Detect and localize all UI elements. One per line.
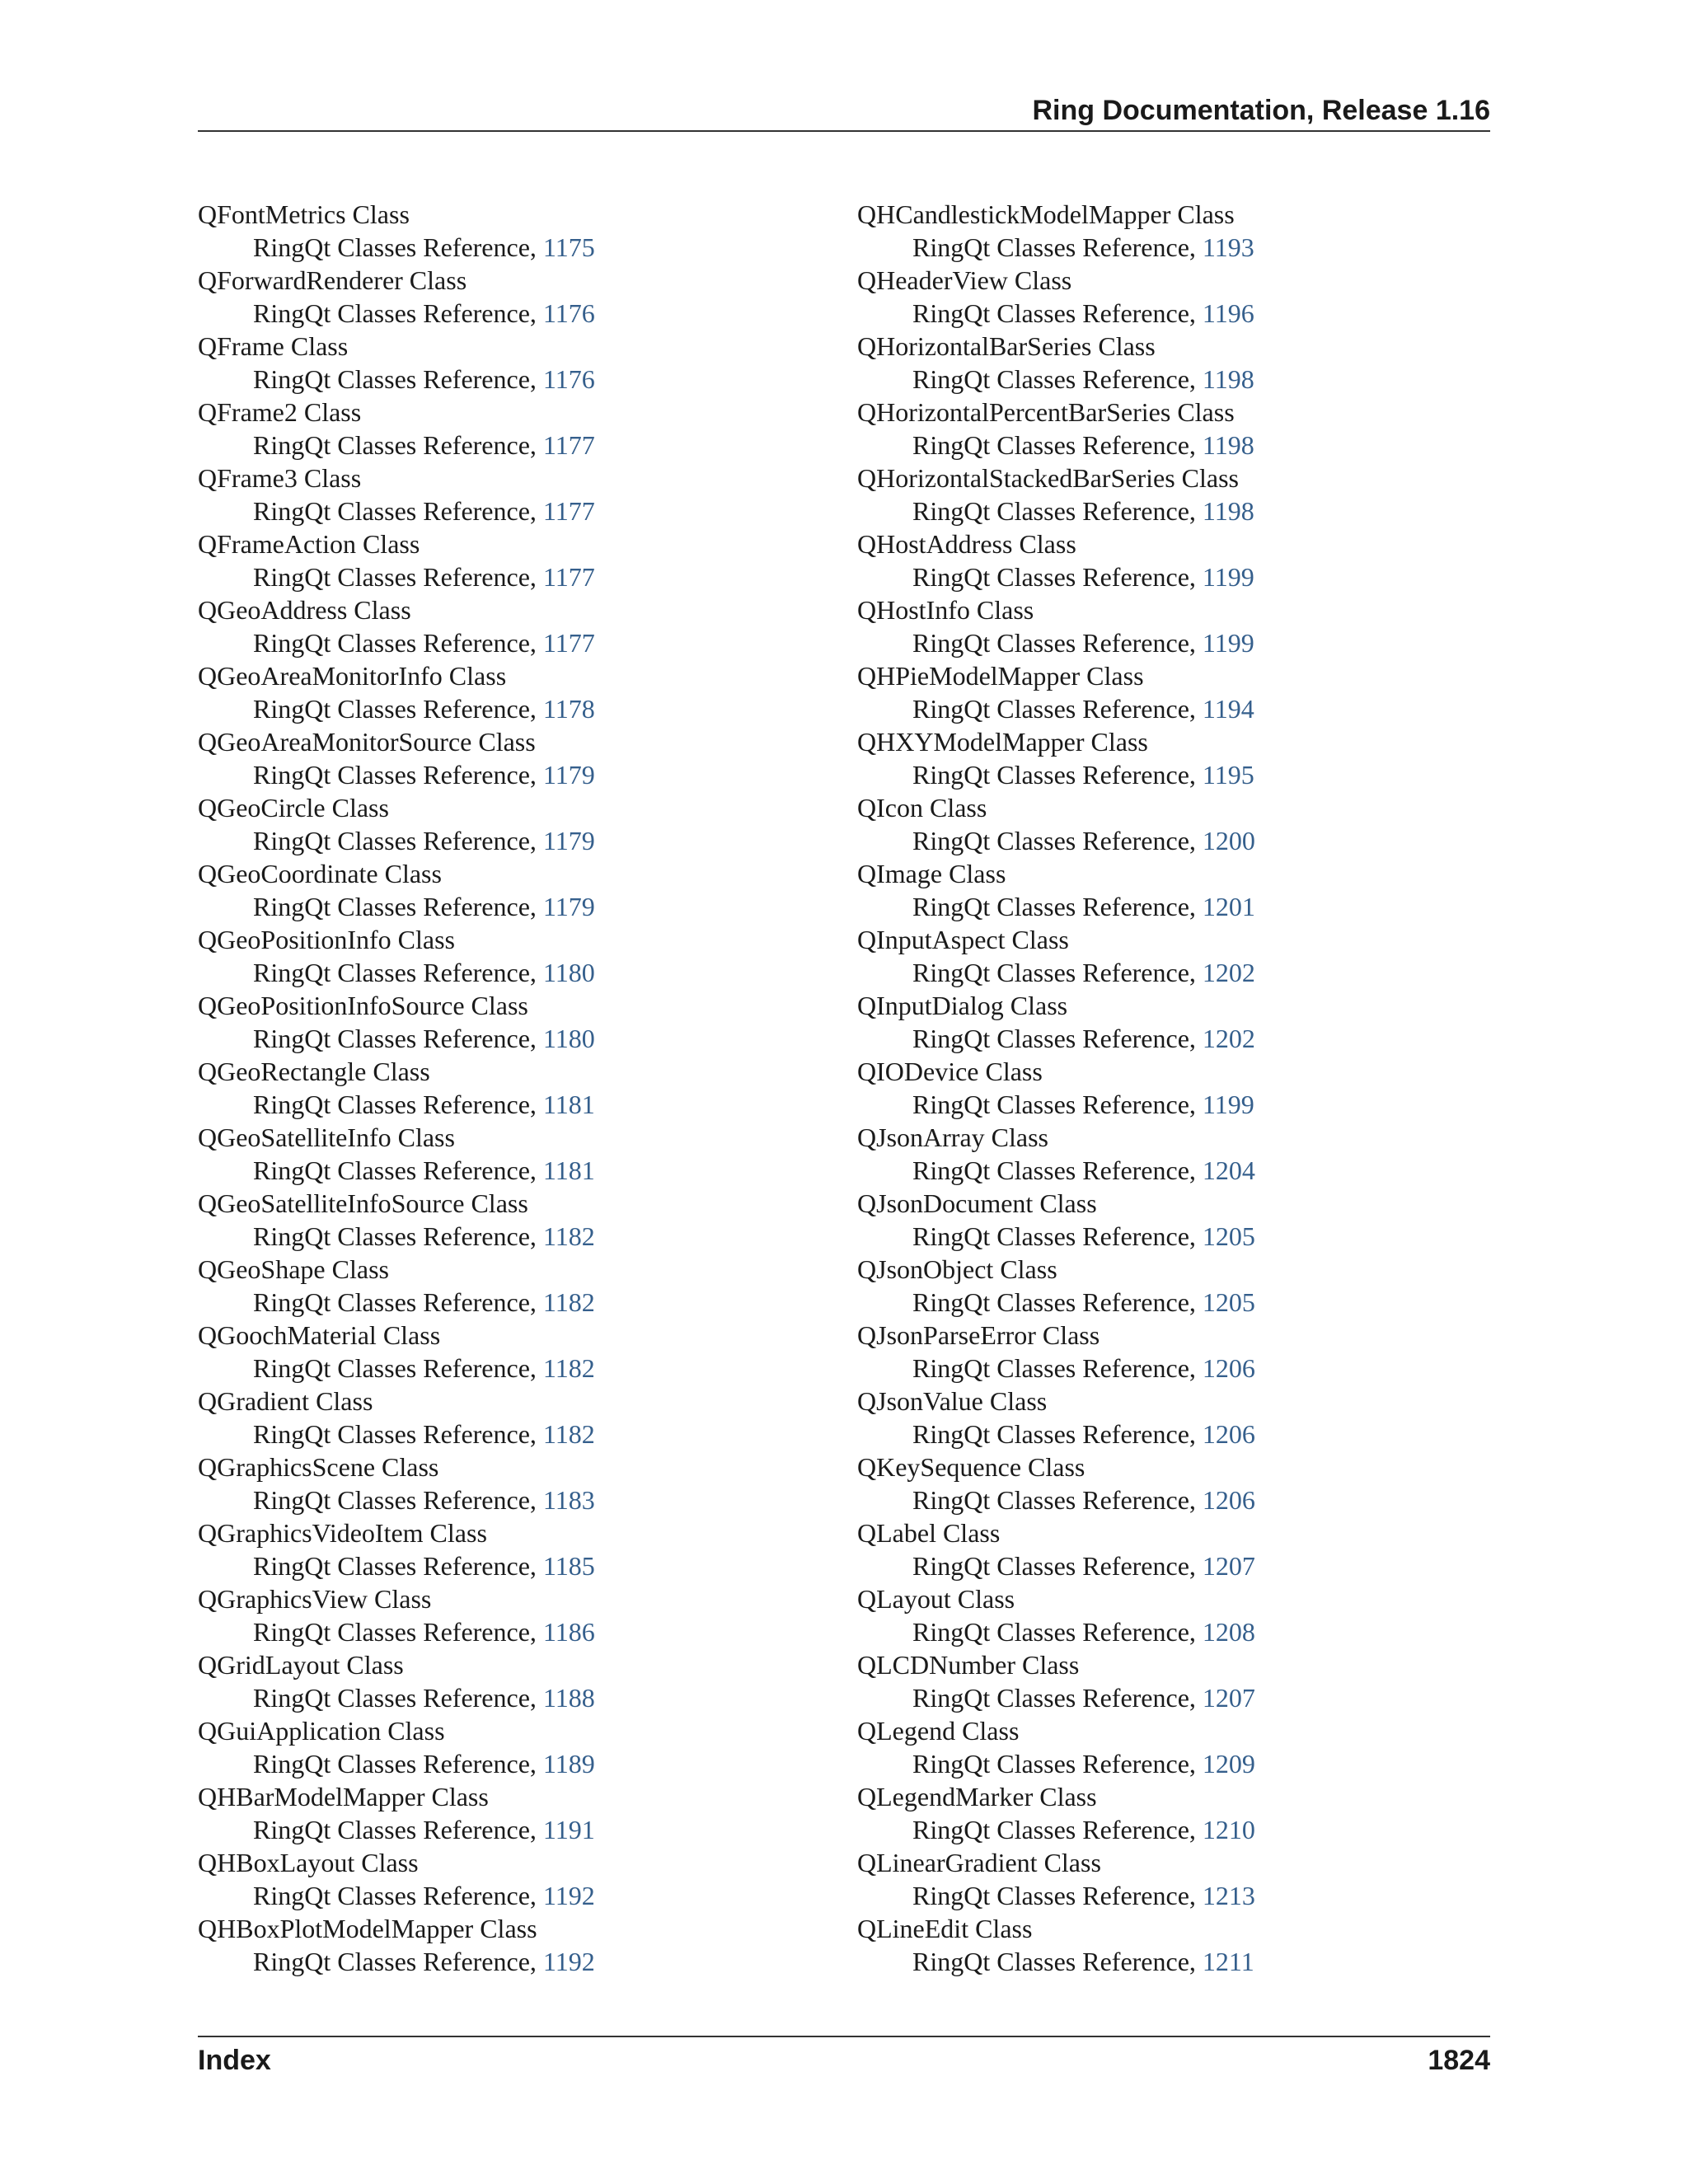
reference-text: RingQt Classes Reference, <box>912 562 1203 592</box>
index-entry-name: QFrame2 Class <box>198 397 362 427</box>
index-entry-name: QHBoxLayout Class <box>198 1848 419 1877</box>
index-entry-name: QGeoRectangle Class <box>198 1057 430 1086</box>
reference-text: RingQt Classes Reference, <box>253 1024 543 1053</box>
index-entry-name: QLinearGradient Class <box>857 1848 1101 1877</box>
index-entry <box>857 989 1484 1055</box>
page-link[interactable]: 1208 <box>1202 1617 1255 1647</box>
page-link[interactable]: 1180 <box>542 958 595 987</box>
reference-text: RingQt Classes Reference, <box>253 1881 543 1910</box>
page-link[interactable]: 1198 <box>1202 496 1254 526</box>
header-rule <box>198 130 1490 132</box>
page-link[interactable]: 1209 <box>1202 1749 1255 1779</box>
footer-page-number: 1824 <box>1428 2045 1490 2076</box>
index-entry-name: QLabel Class <box>857 1518 1001 1548</box>
index-entry <box>198 1582 824 1648</box>
index-entry <box>857 527 1484 593</box>
index-entry-reference <box>198 1615 824 1648</box>
index-entry-name: QKeySequence Class <box>857 1452 1085 1482</box>
page-link[interactable]: 1182 <box>542 1353 595 1383</box>
index-entry-reference <box>857 1681 1484 1714</box>
index-entry-name: QHostAddress Class <box>857 529 1076 559</box>
index-entry-name: QHCandlestickModelMapper Class <box>857 199 1235 229</box>
index-entry-name: QLegendMarker Class <box>857 1782 1097 1811</box>
index-entry-name: QJsonObject Class <box>857 1254 1057 1284</box>
index-entry-reference <box>198 824 824 857</box>
index-entry-name: QHXYModelMapper Class <box>857 727 1148 757</box>
index-entry-reference <box>198 1681 824 1714</box>
index-entry <box>857 1451 1484 1516</box>
index-entry-reference <box>857 1022 1484 1055</box>
reference-text: RingQt Classes Reference, <box>253 562 543 592</box>
index-entry <box>198 1516 824 1582</box>
index-entry <box>198 462 824 527</box>
index-entry <box>198 264 824 330</box>
index-entry-name: QHorizontalStackedBarSeries Class <box>857 463 1239 493</box>
index-entry-name: QInputAspect Class <box>857 925 1069 954</box>
index-entry-name: QGraphicsView Class <box>198 1584 432 1614</box>
index-entry-name: QImage Class <box>857 859 1006 888</box>
reference-text: RingQt Classes Reference, <box>912 826 1203 855</box>
page-link[interactable]: 1199 <box>1202 1090 1254 1119</box>
index-entry-name: QGeoSatelliteInfo Class <box>198 1122 455 1152</box>
page-link[interactable]: 1199 <box>1202 562 1254 592</box>
index-entry-reference <box>198 560 824 593</box>
index-entry-name: QGoochMaterial Class <box>198 1320 441 1350</box>
index-entry-name: QGeoShape Class <box>198 1254 389 1284</box>
index-entry-reference <box>198 1879 824 1912</box>
index-entry-reference <box>198 1022 824 1055</box>
index-entry <box>857 264 1484 330</box>
index-entry-name: QGeoCircle Class <box>198 793 389 823</box>
reference-text: RingQt Classes Reference, <box>912 496 1203 526</box>
page-link[interactable]: 1192 <box>542 1947 595 1976</box>
index-entry <box>857 659 1484 725</box>
index-entry-name: QLCDNumber Class <box>857 1650 1080 1680</box>
footer-section-label: Index <box>198 2045 271 2076</box>
page-link[interactable]: 1177 <box>542 496 595 526</box>
running-header-title: Ring Documentation, Release 1.16 <box>1032 95 1490 126</box>
index-entry-reference <box>198 1813 824 1846</box>
index-entry <box>857 725 1484 791</box>
page-link[interactable]: 1179 <box>542 760 595 790</box>
page-link[interactable]: 1206 <box>1202 1419 1255 1449</box>
index-entry-reference <box>857 692 1484 725</box>
index-entry <box>857 396 1484 462</box>
reference-text: RingQt Classes Reference, <box>912 1815 1203 1844</box>
index-entry-name: QHeaderView Class <box>857 265 1072 295</box>
reference-text: RingQt Classes Reference, <box>253 826 543 855</box>
reference-text: RingQt Classes Reference, <box>912 958 1203 987</box>
page-link[interactable]: 1177 <box>542 628 595 658</box>
reference-text: RingQt Classes Reference, <box>253 628 543 658</box>
page-link[interactable]: 1182 <box>542 1419 595 1449</box>
page-link[interactable]: 1211 <box>1202 1947 1254 1976</box>
index-entry-reference <box>198 1220 824 1253</box>
page-link[interactable]: 1204 <box>1202 1155 1255 1185</box>
reference-text: RingQt Classes Reference, <box>912 892 1203 921</box>
index-entry-reference <box>198 890 824 923</box>
index-entry-name: QHostInfo Class <box>857 595 1034 625</box>
index-column-left <box>198 198 824 1978</box>
index-entry-name: QFrameAction Class <box>198 529 420 559</box>
index-entry <box>198 527 824 593</box>
index-entry <box>857 462 1484 527</box>
reference-text: RingQt Classes Reference, <box>253 1485 543 1515</box>
index-entry-reference <box>857 824 1484 857</box>
index-entry-name: QIcon Class <box>857 793 987 823</box>
index-entry-reference <box>198 1154 824 1187</box>
index-entry-name: QGeoPositionInfoSource Class <box>198 991 528 1020</box>
index-entry <box>198 1912 824 1978</box>
index-entry <box>857 1187 1484 1253</box>
index-entry-reference <box>857 1088 1484 1121</box>
page-link[interactable]: 1181 <box>542 1090 595 1119</box>
page-link[interactable]: 1193 <box>1202 232 1254 262</box>
page-link[interactable]: 1202 <box>1202 958 1255 987</box>
page-link[interactable]: 1192 <box>542 1881 595 1910</box>
page-link[interactable]: 1207 <box>1202 1551 1255 1581</box>
index-entry-name: QLegend Class <box>857 1716 1020 1746</box>
index-entry-reference <box>857 758 1484 791</box>
index-entry <box>198 1253 824 1319</box>
index-entry <box>198 1319 824 1385</box>
index-entry-name: QJsonValue Class <box>857 1386 1048 1416</box>
index-entry-reference <box>198 1549 824 1582</box>
index-entry <box>857 1055 1484 1121</box>
index-entry-reference <box>857 1747 1484 1780</box>
index-entry-reference <box>857 1945 1484 1978</box>
page-link[interactable]: 1207 <box>1202 1683 1255 1713</box>
page-link[interactable]: 1180 <box>542 1024 595 1053</box>
page-link[interactable]: 1195 <box>1202 760 1254 790</box>
index-column-right <box>857 198 1484 1978</box>
index-entry-reference <box>198 1483 824 1516</box>
index-entry-reference <box>198 1286 824 1319</box>
reference-text: RingQt Classes Reference, <box>912 1881 1203 1910</box>
reference-text: RingQt Classes Reference, <box>912 430 1203 460</box>
page-link[interactable]: 1206 <box>1202 1353 1255 1383</box>
index-entry <box>198 1385 824 1451</box>
index-entry <box>198 923 824 989</box>
page-link[interactable]: 1175 <box>542 232 595 262</box>
index-entry-name: QGeoAreaMonitorInfo Class <box>198 661 507 691</box>
index-entry-reference <box>857 956 1484 989</box>
index-entry-name: QGeoAddress Class <box>198 595 411 625</box>
index-entry <box>198 989 824 1055</box>
index-entry-reference <box>857 429 1484 462</box>
reference-text: RingQt Classes Reference, <box>912 1419 1203 1449</box>
index-entry <box>857 1121 1484 1187</box>
reference-text: RingQt Classes Reference, <box>912 1353 1203 1383</box>
index-entry <box>857 1319 1484 1385</box>
page-link[interactable]: 1176 <box>542 298 595 328</box>
index-entry-reference <box>198 429 824 462</box>
index-entry <box>198 857 824 923</box>
reference-text: RingQt Classes Reference, <box>253 1749 543 1779</box>
index-entry-reference <box>857 560 1484 593</box>
reference-text: RingQt Classes Reference, <box>912 1617 1203 1647</box>
reference-text: RingQt Classes Reference, <box>253 1221 543 1251</box>
index-entry-reference <box>857 363 1484 396</box>
reference-text: RingQt Classes Reference, <box>253 1947 543 1976</box>
index-entry-name: QJsonDocument Class <box>857 1188 1097 1218</box>
index-entry <box>198 1055 824 1121</box>
page-link[interactable]: 1179 <box>542 892 595 921</box>
index-entry-name: QFrame Class <box>198 331 349 361</box>
reference-text: RingQt Classes Reference, <box>253 430 543 460</box>
index-entry-reference <box>857 1418 1484 1451</box>
reference-text: RingQt Classes Reference, <box>253 298 543 328</box>
page-link[interactable]: 1182 <box>542 1287 595 1317</box>
index-entry-reference <box>198 1088 824 1121</box>
reference-text: RingQt Classes Reference, <box>253 1617 543 1647</box>
page-link[interactable]: 1179 <box>542 826 595 855</box>
reference-text: RingQt Classes Reference, <box>253 364 543 394</box>
page-link[interactable]: 1205 <box>1202 1287 1255 1317</box>
index-entry <box>857 1912 1484 1978</box>
index-entry-name: QHBarModelMapper Class <box>198 1782 489 1811</box>
reference-text: RingQt Classes Reference, <box>912 298 1203 328</box>
index-entry-name: QHorizontalBarSeries Class <box>857 331 1156 361</box>
index-entry-reference <box>857 1352 1484 1385</box>
page-link[interactable]: 1206 <box>1202 1485 1255 1515</box>
reference-text: RingQt Classes Reference, <box>253 1683 543 1713</box>
index-entry-reference <box>198 692 824 725</box>
reference-text: RingQt Classes Reference, <box>253 1353 543 1383</box>
index-entry <box>198 1714 824 1780</box>
reference-text: RingQt Classes Reference, <box>253 760 543 790</box>
reference-text: RingQt Classes Reference, <box>253 232 543 262</box>
reference-text: RingQt Classes Reference, <box>912 1749 1203 1779</box>
page-link[interactable]: 1200 <box>1202 826 1255 855</box>
index-entry <box>198 396 824 462</box>
reference-text: RingQt Classes Reference, <box>912 1155 1203 1185</box>
page-link[interactable]: 1189 <box>542 1749 595 1779</box>
index-entry-reference <box>857 626 1484 659</box>
index-entry-name: QHorizontalPercentBarSeries Class <box>857 397 1235 427</box>
index-entry-reference <box>857 1813 1484 1846</box>
index-entry-reference <box>857 1615 1484 1648</box>
index-entry-reference <box>857 231 1484 264</box>
index-entry-reference <box>198 1418 824 1451</box>
page-link[interactable]: 1186 <box>542 1617 595 1647</box>
reference-text: RingQt Classes Reference, <box>253 1815 543 1844</box>
page-link[interactable]: 1194 <box>1202 694 1254 724</box>
reference-text: RingQt Classes Reference, <box>912 1090 1203 1119</box>
index-entry-name: QHPieModelMapper Class <box>857 661 1144 691</box>
index-entry <box>198 1780 824 1846</box>
index-entry-name: QForwardRenderer Class <box>198 265 467 295</box>
index-entry-name: QLineEdit Class <box>857 1914 1033 1943</box>
index-entry <box>857 1582 1484 1648</box>
index-entry <box>857 593 1484 659</box>
index-entry-name: QGeoAreaMonitorSource Class <box>198 727 536 757</box>
index-entry <box>857 791 1484 857</box>
index-entry-name: QGridLayout Class <box>198 1650 404 1680</box>
index-entry <box>198 330 824 396</box>
page-link[interactable]: 1202 <box>1202 1024 1255 1053</box>
page-link[interactable]: 1183 <box>542 1485 595 1515</box>
index-entry-reference <box>198 626 824 659</box>
reference-text: RingQt Classes Reference, <box>912 1485 1203 1515</box>
reference-text: RingQt Classes Reference, <box>912 694 1203 724</box>
index-entry-reference <box>857 1286 1484 1319</box>
index-entry-reference <box>857 494 1484 527</box>
index-entry-reference <box>857 1549 1484 1582</box>
index-entry-reference <box>857 297 1484 330</box>
page-link[interactable]: 1198 <box>1202 430 1254 460</box>
reference-text: RingQt Classes Reference, <box>253 1287 543 1317</box>
index-entry <box>198 791 824 857</box>
index-entry <box>857 1385 1484 1451</box>
index-entry <box>857 198 1484 264</box>
index-entry-name: QGraphicsScene Class <box>198 1452 439 1482</box>
index-entry <box>198 725 824 791</box>
page-link[interactable]: 1178 <box>542 694 595 724</box>
index-entry-reference <box>198 494 824 527</box>
index-entry-reference <box>198 1352 824 1385</box>
reference-text: RingQt Classes Reference, <box>912 628 1203 658</box>
reference-text: RingQt Classes Reference, <box>253 1419 543 1449</box>
page-link[interactable]: 1210 <box>1202 1815 1255 1844</box>
reference-text: RingQt Classes Reference, <box>253 958 543 987</box>
index-entry-name: QGradient Class <box>198 1386 373 1416</box>
index-entry <box>198 659 824 725</box>
page-link[interactable]: 1198 <box>1202 364 1254 394</box>
index-entry <box>198 1451 824 1516</box>
page-link[interactable]: 1191 <box>542 1815 595 1844</box>
index-entry-reference <box>857 1154 1484 1187</box>
index-entry-reference <box>198 231 824 264</box>
reference-text: RingQt Classes Reference, <box>912 232 1203 262</box>
reference-text: RingQt Classes Reference, <box>253 496 543 526</box>
reference-text: RingQt Classes Reference, <box>253 694 543 724</box>
index-entry <box>198 198 824 264</box>
reference-text: RingQt Classes Reference, <box>912 1221 1203 1251</box>
index-entry-reference <box>857 1483 1484 1516</box>
reference-text: RingQt Classes Reference, <box>912 1683 1203 1713</box>
page-link[interactable]: 1176 <box>542 364 595 394</box>
reference-text: RingQt Classes Reference, <box>253 1090 543 1119</box>
index-entry <box>198 593 824 659</box>
index-entry <box>857 330 1484 396</box>
reference-text: RingQt Classes Reference, <box>912 364 1203 394</box>
index-entry-name: QGeoCoordinate Class <box>198 859 442 888</box>
reference-text: RingQt Classes Reference, <box>253 892 543 921</box>
index-entry <box>198 1121 824 1187</box>
index-entry-reference <box>198 758 824 791</box>
page-link[interactable]: 1185 <box>542 1551 595 1581</box>
index-entry <box>198 1846 824 1912</box>
index-entry-reference <box>857 1220 1484 1253</box>
index-entry <box>198 1648 824 1714</box>
reference-text: RingQt Classes Reference, <box>912 1551 1203 1581</box>
index-entry-reference <box>198 297 824 330</box>
reference-text: RingQt Classes Reference, <box>253 1551 543 1581</box>
index-entry-reference <box>857 890 1484 923</box>
index-entry-reference <box>198 363 824 396</box>
index-entry-reference <box>857 1879 1484 1912</box>
page-link[interactable]: 1181 <box>542 1155 595 1185</box>
page-link[interactable]: 1177 <box>542 562 595 592</box>
index-entry-reference <box>198 1747 824 1780</box>
index-entry-name: QGuiApplication Class <box>198 1716 445 1746</box>
index-entry-name: QJsonParseError Class <box>857 1320 1100 1350</box>
index-entry-name: QFontMetrics Class <box>198 199 410 229</box>
index-entry-name: QLayout Class <box>857 1584 1015 1614</box>
page-link[interactable]: 1205 <box>1202 1221 1255 1251</box>
index-entry <box>857 1648 1484 1714</box>
reference-text: RingQt Classes Reference, <box>912 1024 1203 1053</box>
index-entry-name: QFrame3 Class <box>198 463 362 493</box>
page-link[interactable]: 1182 <box>542 1221 595 1251</box>
index-entry <box>857 857 1484 923</box>
index-entry-reference <box>198 956 824 989</box>
reference-text: RingQt Classes Reference, <box>253 1155 543 1185</box>
index-entry <box>198 1187 824 1253</box>
index-entry-name: QHBoxPlotModelMapper Class <box>198 1914 537 1943</box>
index-entry <box>857 1780 1484 1846</box>
index-entry <box>857 1253 1484 1319</box>
index-entry-name: QIODevice Class <box>857 1057 1043 1086</box>
index-entry <box>857 1714 1484 1780</box>
page-link[interactable]: 1177 <box>542 430 595 460</box>
reference-text: RingQt Classes Reference, <box>912 1287 1203 1317</box>
index-entry-name: QGeoSatelliteInfoSource Class <box>198 1188 528 1218</box>
page-link[interactable]: 1199 <box>1202 628 1254 658</box>
page-link[interactable]: 1213 <box>1202 1881 1255 1910</box>
footer-rule <box>198 2036 1490 2037</box>
index-entry-name: QGraphicsVideoItem Class <box>198 1518 487 1548</box>
index-entry-name: QJsonArray Class <box>857 1122 1048 1152</box>
page-link[interactable]: 1188 <box>542 1683 595 1713</box>
index-entry <box>857 923 1484 989</box>
index-entry-reference <box>198 1945 824 1978</box>
index-entry <box>857 1516 1484 1582</box>
index-entry-name: QGeoPositionInfo Class <box>198 925 455 954</box>
page-link[interactable]: 1201 <box>1202 892 1255 921</box>
index-entry <box>857 1846 1484 1912</box>
reference-text: RingQt Classes Reference, <box>912 760 1203 790</box>
index-entry-name: QInputDialog Class <box>857 991 1068 1020</box>
reference-text: RingQt Classes Reference, <box>912 1947 1203 1976</box>
page-link[interactable]: 1196 <box>1202 298 1254 328</box>
